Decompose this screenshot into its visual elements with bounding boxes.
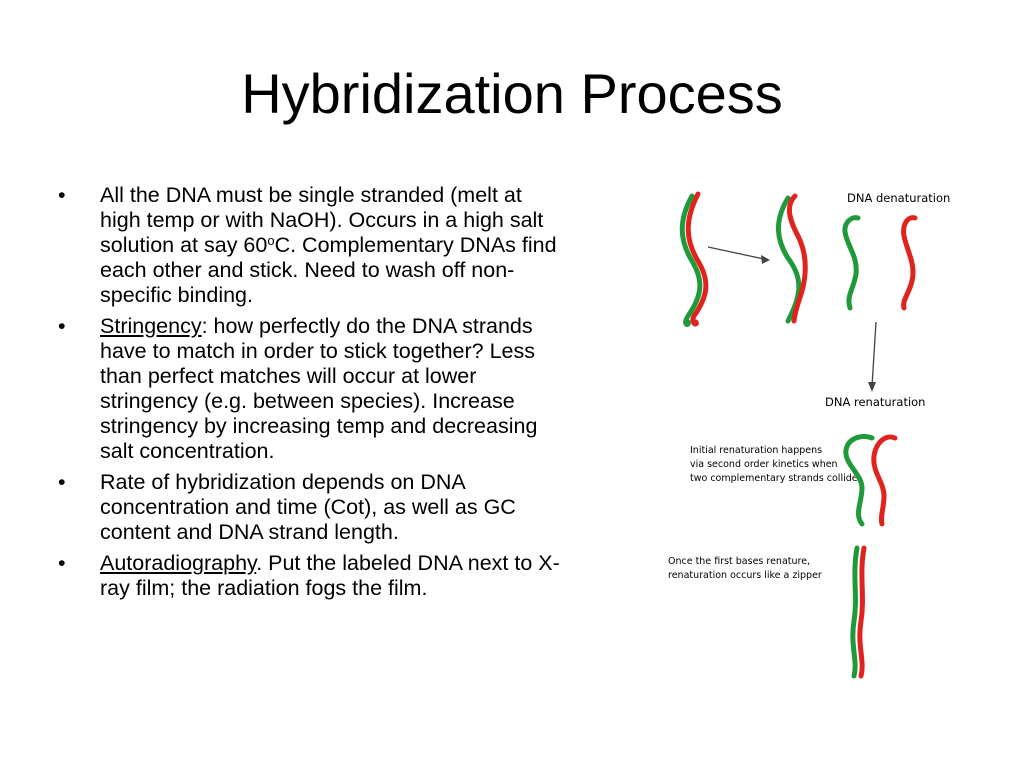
bullet-marker: • <box>58 551 66 575</box>
svg-text:Once the first bases renature,: Once the first bases renature, <box>668 556 811 567</box>
strand-red-colliding <box>874 437 895 524</box>
strand-green-zipped <box>853 548 857 676</box>
arrow-right <box>708 247 770 264</box>
dna-denaturation-label: DNA denaturation <box>847 191 951 205</box>
bullet-item <box>58 314 568 464</box>
bullet-text-segment: . Put the labeled DNA next to X-ray film; the radiation fogs the film. <box>100 551 560 600</box>
strand-red-single <box>904 218 915 308</box>
bullet-item <box>58 551 568 601</box>
double-strand-dna-middle <box>778 196 805 321</box>
svg-text:renaturation occurs like a zip: renaturation occurs like a zipper <box>668 570 822 581</box>
bullet-marker: • <box>58 183 66 207</box>
zipper-note <box>668 556 822 581</box>
dna-hybridization-diagram <box>640 176 970 696</box>
svg-text:Initial renaturation happens: Initial renaturation happens <box>690 445 823 456</box>
double-strand-dna-left <box>682 194 706 324</box>
separated-strands <box>845 218 915 308</box>
zipped-double-strand <box>853 548 864 676</box>
svg-text:two complementary strands coll: two complementary strands collide <box>690 473 858 484</box>
bullet-text-segment: C. Complementary DNAs find each other and stick. Need to wash off non-specific binding. <box>100 233 557 307</box>
bullet-text-segment: Rate of hybridization depends on DNA concentration and time (Cot), as well as GC content and DNA strand length. <box>100 470 516 544</box>
bullet-text-segment: : how perfectly do the DNA strands have to match in order to stick together? Less than perfect matches will occur at lower stringency (e.g. between species). Increase stringency by increasing temp and decreasing salt concentration. <box>100 314 538 463</box>
svg-text:via second order kinetics when: via second order kinetics when <box>690 459 838 470</box>
bullet-item <box>58 183 568 308</box>
strand-red <box>789 196 805 321</box>
bullet-text-superscript: o <box>267 233 275 248</box>
dna-renaturation-label: DNA renaturation <box>825 395 926 409</box>
bullet-list <box>58 183 568 607</box>
bullet-term-stringency: Stringency <box>100 314 202 338</box>
bullet-term-autoradiography: Autoradiography <box>100 551 257 575</box>
bullet-text-segment: All the DNA must be single stranded (melt at high temp or with NaOH). Occurs in a high salt solution at say 60 <box>100 183 544 257</box>
bullet-item <box>58 470 568 545</box>
strand-red-zipped <box>860 548 864 676</box>
initial-renaturation-note <box>690 445 858 484</box>
slide-title: Hybridization Process <box>241 62 783 125</box>
strand-green-single <box>845 218 858 308</box>
bullet-marker: • <box>58 470 66 494</box>
arrow-down <box>868 322 876 392</box>
bullet-marker: • <box>58 314 66 338</box>
